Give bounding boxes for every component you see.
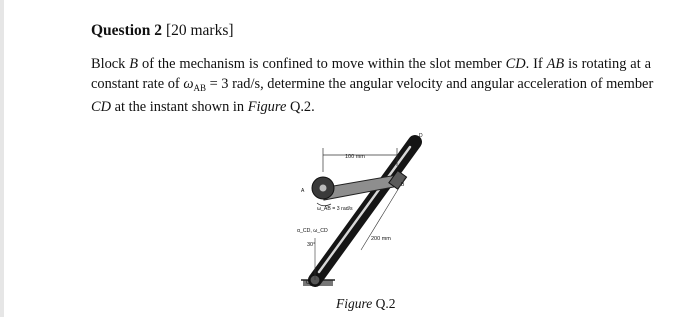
figure-word: Figure: [247, 99, 287, 116]
text-segment: = 3 rad/s, determine the angular velocity and angular acceleration of member: [206, 75, 654, 92]
member-ab-label: AB: [546, 56, 565, 72]
page-edge: [0, 0, 4, 317]
body-line-3: [91, 98, 651, 118]
omega-ab-label: ω_AB = 3 rad/s: [317, 206, 353, 212]
text-segment: at the instant shown in: [111, 99, 248, 116]
text-segment: . If: [525, 56, 547, 72]
dimension-ab-label: 100 mm: [345, 154, 365, 160]
text-segment: Q.2.: [286, 99, 315, 116]
text-segment: is rotating at a: [564, 56, 651, 72]
slotted-member-cd: [310, 142, 415, 285]
point-d-label: D: [419, 133, 423, 139]
pin-a: [320, 185, 327, 192]
point-a-label: A: [301, 188, 305, 194]
text-segment: constant rate of: [91, 75, 184, 92]
block-b-label: B: [129, 56, 139, 72]
mechanism-figure: [295, 128, 435, 293]
omega-subscript: AB: [193, 82, 206, 93]
angle-label: 30°: [307, 242, 316, 248]
mechanism-diagram: [295, 128, 435, 293]
figure-caption: [336, 296, 396, 312]
member-cd-label: CD: [505, 56, 526, 72]
question-marks: [20 marks]: [165, 22, 234, 39]
question-label: Question 2: [91, 22, 163, 39]
body-line-1: [91, 55, 651, 75]
alpha-omega-cd-label: α_CD, ω_CD: [297, 228, 328, 234]
question-body: [91, 55, 654, 118]
omega-symbol: ω: [183, 75, 194, 92]
point-b-label: B: [401, 182, 405, 188]
point-c-label: C: [306, 280, 310, 286]
member-cd-label: CD: [91, 99, 111, 116]
dimension-cd-label: 200 mm: [371, 236, 391, 242]
text-segment: Block: [91, 56, 130, 72]
figure-caption-word: Figure: [336, 296, 373, 311]
question-heading: [91, 22, 234, 40]
dimension-ab: [323, 148, 397, 172]
body-line-2: [91, 75, 654, 99]
figure-caption-id: Q.2: [372, 296, 396, 311]
text-segment: of the mechanism is confined to move within the slot member: [138, 56, 506, 72]
